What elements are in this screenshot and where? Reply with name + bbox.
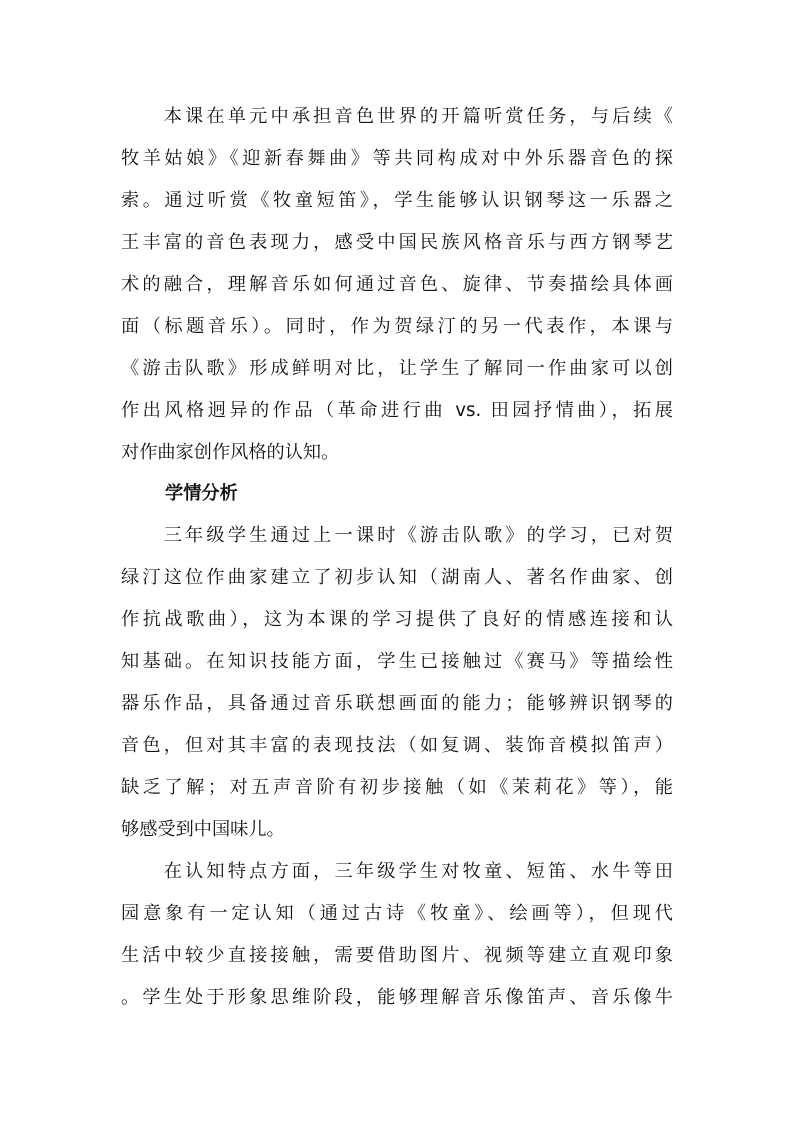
text-line: 缺乏了解；对五声音阶有初步接触（如《茉莉花》等），能 [121, 777, 673, 798]
text-line: 绿汀这位作曲家建立了初步认知（湖南人、著名作曲家、创 [121, 567, 673, 588]
text-line: 对作曲家创作风格的认知。 [121, 442, 340, 463]
text-line: 在认知特点方面，三年级学生对牧童、短笛、水牛等田 [121, 861, 673, 882]
section-heading: 学情分析 [165, 483, 238, 504]
text-line: 。学生处于形象思维阶段，能够理解音乐像笛声、音乐像牛 [121, 987, 673, 1008]
text-line: 牧羊姑娘》《迎新春舞曲》等共同构成对中外乐器音色的探 [121, 148, 673, 169]
text-line: 本课在单元中承担音色世界的开篇听赏任务，与后续《 [121, 106, 673, 127]
text-line: 器乐作品，具备通过音乐联想画面的能力；能够辨识钢琴的 [121, 693, 673, 714]
text-line: 音色，但对其丰富的表现技法（如复调、装饰音模拟笛声） [121, 735, 673, 756]
text-line: 作抗战歌曲），这为本课的学习提供了良好的情感连接和认 [121, 609, 673, 630]
text-line: 作出风格迥异的作品（革命进行曲 vs. 田园抒情曲），拓展 [121, 400, 673, 421]
text-line: 园意象有一定认知（通过古诗《牧童》、绘画等），但现代 [121, 903, 673, 924]
text-line: 够感受到中国味儿。 [121, 819, 285, 840]
text-line: 知基础。在知识技能方面，学生已接触过《赛马》等描绘性 [121, 651, 673, 672]
text-line: 三年级学生通过上一课时《游击队歌》的学习，已对贺 [121, 525, 673, 546]
text-line: 索。通过听赏《牧童短笛》，学生能够认识钢琴这一乐器之 [121, 190, 673, 211]
text-line: 术的融合，理解音乐如何通过音色、旋律、节奏描绘具体画 [121, 274, 673, 295]
text-line: 《游击队歌》形成鲜明对比，让学生了解同一作曲家可以创 [121, 358, 673, 379]
text-line: 面（标题音乐）。同时，作为贺绿汀的另一代表作，本课与 [121, 316, 673, 337]
text-line: 生活中较少直接接触，需要借助图片、视频等建立直观印象 [121, 945, 673, 966]
text-line: 王丰富的音色表现力，感受中国民族风格音乐与西方钢琴艺 [121, 232, 673, 253]
